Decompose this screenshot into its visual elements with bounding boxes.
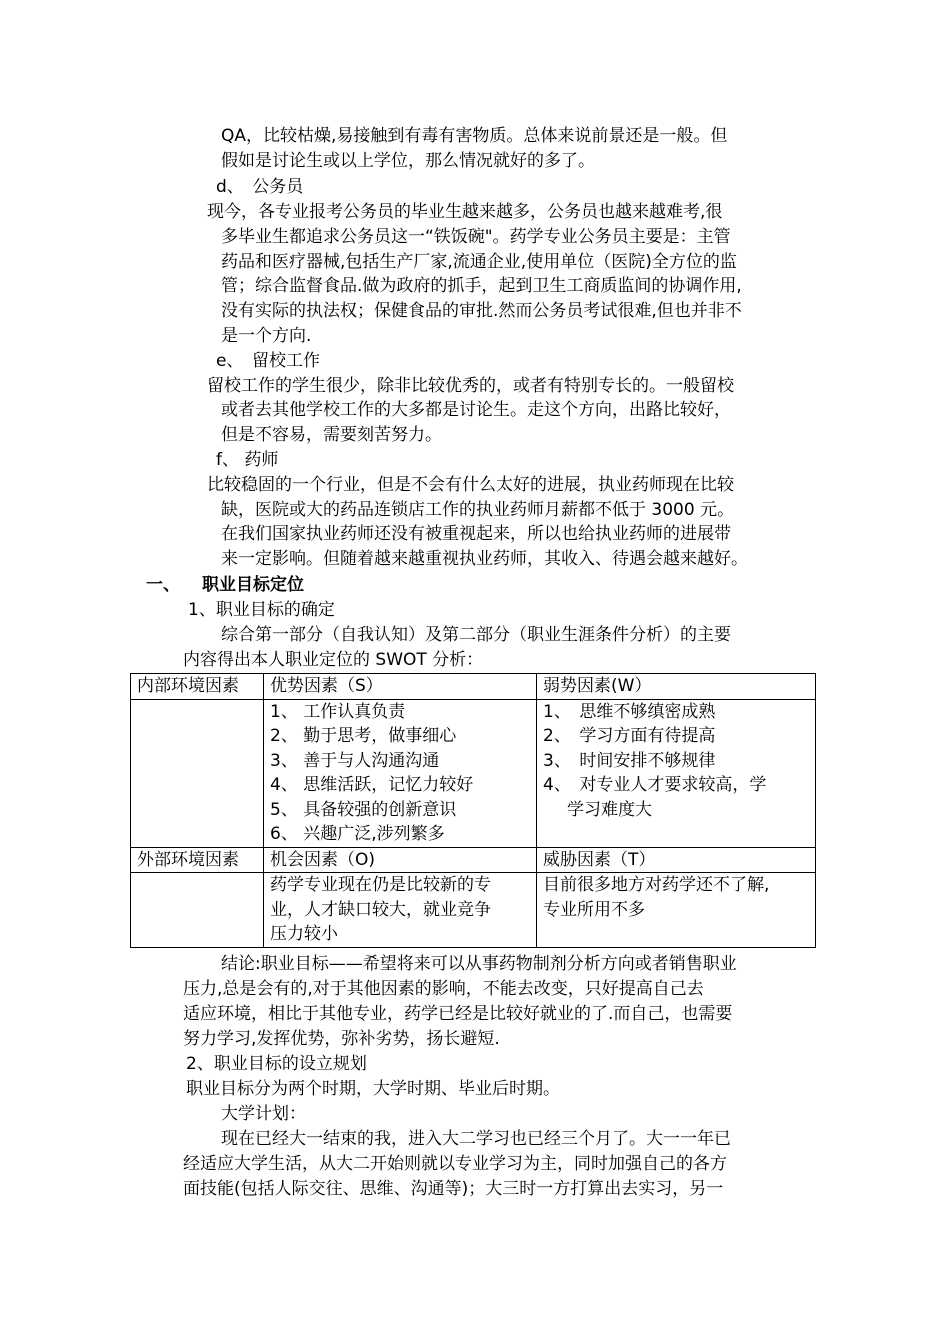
conclusion-line: 结论:职业目标——希望将来可以从事药物制剂分析方向或者销售职业 bbox=[221, 954, 737, 974]
opportunities-header: 机会因素（O) bbox=[264, 847, 537, 873]
paragraph-line: 但是不容易，需要刻苦努力。 bbox=[221, 425, 442, 445]
paragraph-line: 压力,总是会有的,对于其他因素的影响，不能去改变，只好提高自己去 bbox=[183, 979, 704, 999]
swot-table bbox=[130, 673, 816, 948]
paragraph-line: 职业目标分为两个时期，大学时期、毕业后时期。 bbox=[186, 1079, 560, 1099]
empty-cell bbox=[131, 873, 264, 948]
text-line: 压力较小 bbox=[270, 924, 338, 944]
list-item: 5、 具备较强的创新意识 bbox=[270, 799, 457, 820]
subsection-heading: 2、职业目标的设立规划 bbox=[186, 1054, 367, 1074]
text-line: 业，人才缺口较大，就业竞争 bbox=[270, 899, 491, 920]
list-item: 4、 对专业人才要求较高，学 bbox=[543, 775, 767, 795]
text-line: 专业所用不多 bbox=[543, 899, 645, 920]
paragraph-line: 适应环境，相比于其他专业，药学已经是比较好就业的了.而自己，也需要 bbox=[183, 1004, 733, 1024]
chapter-title: 职业目标定位 bbox=[202, 575, 304, 595]
threats-text bbox=[537, 873, 816, 948]
internal-factors-label: 内部环境因素 bbox=[131, 674, 264, 700]
section-heading-f: f、 药师 bbox=[216, 450, 279, 470]
subsection-heading: 1、职业目标的确定 bbox=[188, 600, 335, 620]
chapter-number: 一、 bbox=[146, 575, 180, 595]
paragraph-line: 药品和医疗器械,包括生产厂家,流通企业,使用单位（医院)全方位的监 bbox=[221, 252, 737, 272]
paragraph-line: 多毕业生都追求公务员这一“铁饭碗"。药学专业公务员主要是：主管 bbox=[221, 227, 731, 247]
threats-header: 威胁因素（T） bbox=[537, 847, 816, 873]
strengths-list bbox=[264, 699, 537, 847]
paragraph-line: 或者去其他学校工作的大多都是讨论生。走这个方向，出路比较好， bbox=[221, 400, 731, 420]
list-item: 4、 思维活跃，记忆力较好 bbox=[270, 775, 474, 795]
list-item: 2、 学习方面有待提高 bbox=[543, 726, 716, 746]
paragraph-line: 假如是讨论生或以上学位，那么情况就好的多了。 bbox=[221, 151, 595, 171]
paragraph-line: 管；综合监督食品.做为政府的抓手，起到卫生工商质监间的协调作用, bbox=[221, 276, 742, 296]
paragraph-line: 是一个方向. bbox=[221, 326, 312, 346]
paragraph-line: 现今，各专业报考公务员的毕业生越来越多，公务员也越来越难考,很 bbox=[207, 202, 723, 222]
list-item: 2、 勤于思考，做事细心 bbox=[270, 726, 457, 746]
paragraph-line: 在我们国家执业药师还没有被重视起来，所以也给执业药师的进展带 bbox=[221, 524, 731, 544]
paragraph-line: 内容得出本人职业定位的 SWOT 分析： bbox=[183, 650, 484, 670]
list-item: 3、 善于与人沟通沟通 bbox=[270, 750, 440, 771]
weaknesses-header: 弱势因素(W） bbox=[537, 674, 816, 700]
list-item: 学习难度大 bbox=[567, 799, 652, 820]
external-factors-label: 外部环境因素 bbox=[131, 847, 264, 873]
text-line: 药学专业现在仍是比较新的专 bbox=[270, 875, 491, 895]
paragraph-line: 经适应大学生活，从大二开始则就以专业学习为主，同时加强自己的各方 bbox=[183, 1154, 727, 1174]
paragraph-line: 努力学习,发挥优势，弥补劣势，扬长避短. bbox=[183, 1029, 500, 1049]
strengths-header: 优势因素（S） bbox=[264, 674, 537, 700]
section-heading-d: d、 公务员 bbox=[216, 177, 304, 197]
list-item: 6、 兴趣广泛,涉列繁多 bbox=[270, 824, 445, 844]
paragraph-line: 综合第一部分（自我认知）及第二部分（职业生涯条件分析）的主要 bbox=[221, 625, 731, 645]
list-item: 1、 工作认真负责 bbox=[270, 701, 406, 722]
empty-cell bbox=[131, 699, 264, 847]
paragraph-line: 来一定影响。但随着越来越重视执业药师，其收入、待遇会越来越好。 bbox=[221, 549, 748, 569]
paragraph-line: 缺，医院或大的药品连锁店工作的执业药师月薪都不低于 3000 元。 bbox=[221, 500, 735, 520]
paragraph-line: 比较稳固的一个行业，但是不会有什么太好的进展，执业药师现在比较 bbox=[207, 475, 734, 495]
paragraph-line: 留校工作的学生很少，除非比较优秀的，或者有特别专长的。一般留校 bbox=[207, 376, 734, 396]
paragraph-line: 现在已经大一结束的我，进入大二学习也已经三个月了。大一一年已 bbox=[221, 1129, 731, 1149]
section-heading-e: e、 留校工作 bbox=[216, 351, 320, 371]
plan-heading: 大学计划： bbox=[221, 1104, 306, 1124]
text-line: 目前很多地方对药学还不了解, bbox=[543, 875, 770, 895]
paragraph-line: QA，比较枯燥,易接触到有毒有害物质。总体来说前景还是一般。但 bbox=[221, 126, 728, 146]
weaknesses-list bbox=[537, 699, 816, 847]
list-item: 3、 时间安排不够规律 bbox=[543, 750, 716, 771]
paragraph-line: 面技能(包括人际交往、思维、沟通等)；大三时一方打算出去实习，另一 bbox=[183, 1179, 724, 1199]
opportunities-text bbox=[264, 873, 537, 948]
list-item: 1、 思维不够缜密成熟 bbox=[543, 701, 716, 722]
paragraph-line: 没有实际的执法权；保健食品的审批.然而公务员考试很难,但也并非不 bbox=[221, 301, 742, 321]
